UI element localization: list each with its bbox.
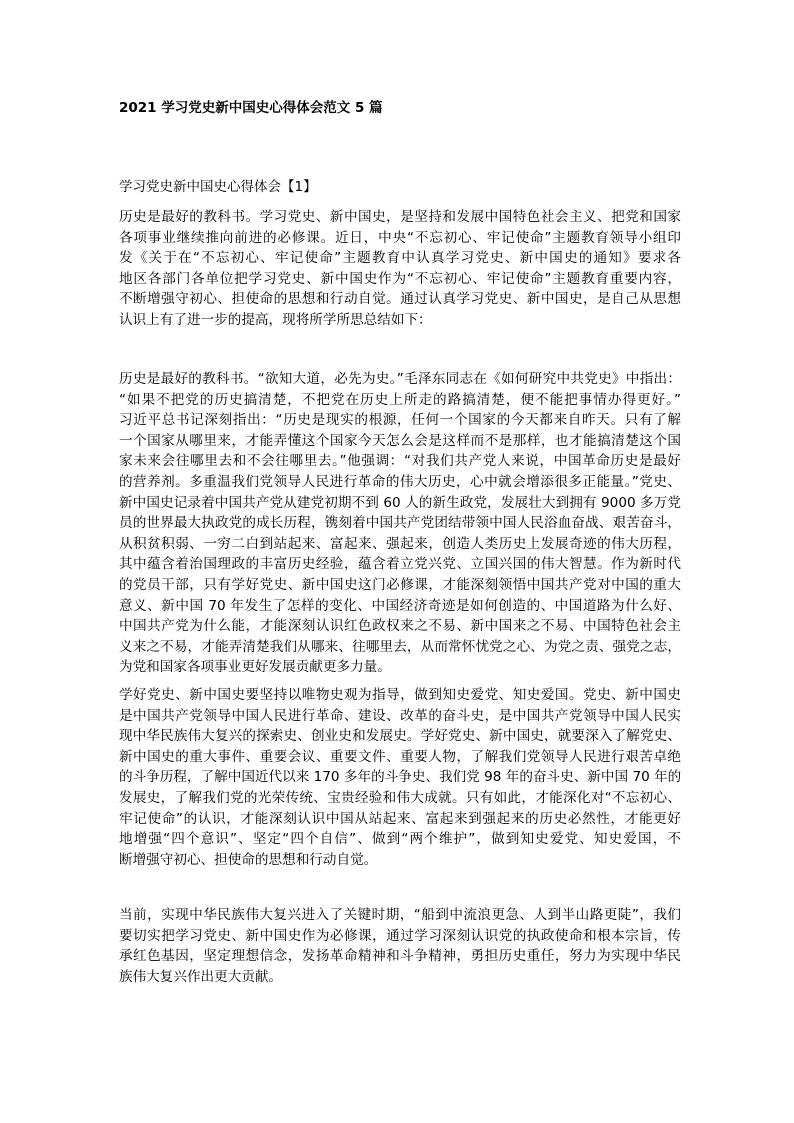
document-title: 2021 学习党史新中国史心得体会范文 5 篇 (119, 100, 383, 116)
paragraph-line: 族伟大复兴作出更大贡献。 (119, 968, 283, 985)
paragraph-line: 家未来会往哪里去和不会往哪里去。”他强调：“对我们共产党人来说，中国革命历史是最好 (119, 453, 681, 470)
paragraph-line: 的党员干部，只有学好党史、新中国史这门必修课，才能深刻领悟中国共产党对中国的重大 (119, 576, 681, 593)
paragraph (119, 905, 681, 987)
paragraph-line: 发《关于在“不忘初心、牢记使命”主题教育中认真学习党史、新中国史的通知》要求各 (119, 250, 681, 267)
paragraph-line: 为党和国家各项事业更好发展贡献更多力量。 (119, 659, 391, 676)
paragraph-line: 的营养剂。多重温我们党领导人民进行革命的伟大历史，心中就会增添很多正能量。”党史、 (119, 473, 681, 490)
paragraph-line: 历史是最好的教科书。学习党史、新中国史，是坚持和发展中国特色社会主义、把党和国家 (119, 209, 681, 225)
paragraph-line: 学好党史、新中国史要坚持以唯物史观为指导，做到知史爱党、知史爱国。党史、新中国史 (119, 687, 681, 703)
paragraph-line: 地区各部门各单位把学习党史、新中国史作为“不忘初心、牢记使命”主题教育重要内容， (119, 270, 681, 287)
paragraph-line: 现中华民族伟大复兴的探索史、创业史和发展史。学好党史、新中国史，就要深入了解党史、 (119, 728, 681, 745)
paragraph-line: 当前，实现中华民族伟大复兴进入了关键时期，“船到中流浪更急、人到半山路更陡”，我们 (119, 907, 681, 923)
paragraph-line: 义来之不易，才能弄清楚我们从哪来、往哪里去，从而常怀忧党之心、为党之责、强党之志， (119, 638, 681, 655)
paragraph-line: 断增强守初心、担使命的思想和行动自觉。 (119, 851, 378, 868)
paragraph-line: 的斗争历程，了解中国近代以来 170 多年的斗争史、我们党 98 年的奋斗史、新中国 70 年的 (119, 769, 682, 786)
paragraph-line: “如果不把党的历史搞清楚，不把党在历史上所走的路搞清楚，便不能把事情办得更好。” (119, 391, 681, 408)
paragraph (119, 685, 681, 870)
paragraph-line: 牢记使命”的认识，才能深刻认识中国从站起来、富起来到强起来的历史必然性，才能更好 (119, 810, 681, 827)
paragraph-line: 是中国共产党领导中国人民进行革命、建设、改革的奋斗史，是中国共产党领导中国人民实 (119, 707, 681, 724)
paragraph-line: 一个国家从哪里来，才能弄懂这个国家今天怎么会是这样而不是那样，也才能搞清楚这个国 (119, 432, 681, 449)
paragraph-line: 要切实把学习党史、新中国史作为必修课，通过学习深刻认识党的执政使命和根本宗旨，传 (119, 927, 681, 944)
paragraph-line: 其中蕴含着治国理政的丰富历史经验，蕴含着立党兴党、立国兴国的伟大智慧。作为新时代 (119, 556, 681, 573)
paragraph-line: 意义、新中国 70 年发生了怎样的变化、中国经济奇迹是如何创造的、中国道路为什么好、 (119, 597, 681, 614)
paragraph-line: 不断增强守初心、担使命的思想和行动自觉。通过认真学习党史、新中国史，是自己从思想 (119, 291, 681, 308)
paragraph-line: 从积贫积弱、一穷二白到站起来、富起来、强起来，创造人类历史上发展奇迹的伟大历程， (119, 535, 681, 552)
paragraph-line: 地增强“四个意识”、坚定“四个自信”、做到“两个维护”，做到知史爱党、知史爱国，不 (119, 831, 681, 848)
paragraph-line: 员的世界最大执政党的成长历程，镌刻着中国共产党团结带领中国人民浴血奋战、艰苦奋斗， (119, 515, 681, 532)
paragraph-line: 发展史，了解我们党的光荣传统、宝贵经验和伟大成就。只有如此，才能深化对“不忘初心、 (119, 789, 681, 806)
paragraph-line: 新中国史的重大事件、重要会议、重要文件、重要人物，了解我们党领导人民进行艰苦卓绝 (119, 748, 681, 765)
paragraph-line: 承红色基因，坚定理想信念，发扬革命精神和斗争精神，勇担历史重任，努力为实现中华民 (119, 948, 681, 965)
paragraph (119, 369, 681, 678)
section-heading: 学习党史新中国史心得体会【1】 (119, 179, 317, 195)
paragraph-line: 中国共产党为什么能，才能深刻认识红色政权来之不易、新中国来之不易、中国特色社会主 (119, 618, 681, 635)
paragraph-line: 认识上有了进一步的提高，现将所学所思总结如下： (119, 311, 432, 328)
paragraph-line: 各项事业继续推向前进的必修课。近日，中央“不忘初心、牢记使命”主题教育领导小组印 (119, 229, 681, 246)
paragraph-line: 新中国史记录着中国共产党从建党初期不到 60 人的新生政党，发展壮大到拥有 9000 多万党 (119, 494, 681, 511)
paragraph (119, 207, 681, 331)
paragraph-line: 习近平总书记深刻指出：“历史是现实的根源，任何一个国家的今天都来自昨天。只有了解 (119, 412, 681, 429)
paragraph-line: 历史是最好的教科书。“欲知大道，必先为史。”毛泽东同志在《如何研究中共党史》中指出： (119, 371, 681, 387)
